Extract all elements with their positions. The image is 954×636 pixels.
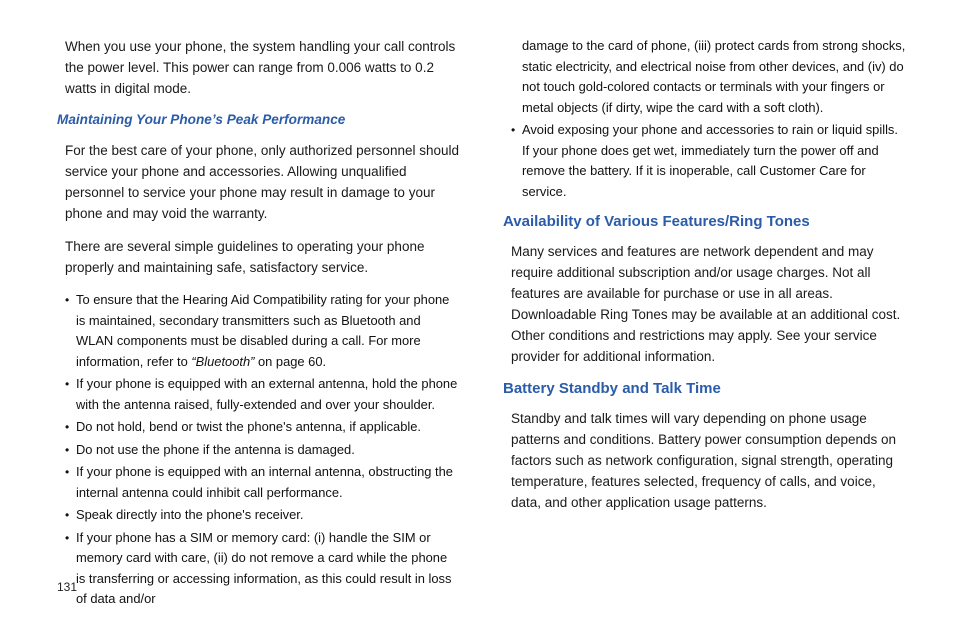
section-heading-availability: Availability of Various Features/Ring Tones — [503, 213, 810, 230]
paragraph-sim-card-continuation: damage to the card of phone, (iii) protect cards from strong shocks, static electricity, and electrical noise from other devices, and (iv) do not touch gold-colored contacts or terminals with your fingers or metal objects (if dirty, wipe the card with a soft cloth). — [522, 38, 906, 115]
page-number: 131 — [57, 580, 78, 594]
bullet-item-receiver: • Speak directly into the phone's receiver. — [65, 505, 460, 526]
bullet-item-sim-card: • If your phone has a SIM or memory card: (i) handle the SIM or memory card with care, (ii) do not remove a card while the phone is transferring or accessing information, as this could result in loss of data and/or — [65, 528, 460, 610]
bullet-item-internal-antenna: • If your phone is equipped with an internal antenna, obstructing the internal antenna could inhibit call performance. — [65, 462, 460, 503]
guidelines-bullet-list — [65, 290, 460, 610]
bullet-text: on page 60. — [254, 353, 327, 369]
bullet-text: To ensure that the Hearing Aid Compatibility rating for your phone is maintained, secondary transmitters such as Bluetooth and WLAN components must be disabled during a call. For more information, refer to — [76, 292, 450, 369]
bullet-item-external-antenna: • If your phone is equipped with an external antenna, hold the phone with the antenna raised, fully-extended and over your shoulder. — [65, 374, 460, 415]
precautions-bullet-list — [511, 120, 906, 202]
bullet-item-liquid-spills: • Avoid exposing your phone and accessories to rain or liquid spills. If your phone does get wet, immediately turn the power off and remove the battery. If it is inoperable, call Customer Care for service. — [511, 120, 906, 202]
bullet-item-do-not-bend: • Do not hold, bend or twist the phone's antenna, if applicable. — [65, 417, 460, 438]
bluetooth-reference: “Bluetooth” — [191, 353, 255, 369]
section-heading-battery: Battery Standby and Talk Time — [503, 380, 721, 397]
bullet-item-hearing-aid — [65, 290, 460, 372]
paragraph-care: For the best care of your phone, only authorized personnel should service your phone and accessories. Allowing unqualified personnel to service your phone may result in damage to your phone and may void the warranty. — [65, 143, 459, 221]
bullet-item-damaged-antenna: • Do not use the phone if the antenna is damaged. — [65, 440, 460, 461]
paragraph-battery: Standby and talk times will vary depending on phone usage patterns and conditions. Battery power consumption depends on factors such as network configuration, signal strength, operating temperature, features selected, frequency of calls, and voice, data, and other application usage patterns. — [511, 411, 896, 510]
subsection-heading-peak-performance: Maintaining Your Phone’s Peak Performance — [57, 112, 346, 127]
paragraph-guidelines: There are several simple guidelines to operating your phone properly and maintaining safe, satisfactory service. — [65, 239, 425, 275]
paragraph-availability: Many services and features are network dependent and may require additional subscription and/or usage charges. Not all features are available for purchase or use in all areas. Downloadable Ring Tones may be available at an additional cost. Other conditions and restrictions may apply. See your service provider for additional information. — [511, 244, 901, 364]
right-column — [503, 36, 906, 620]
left-column — [57, 36, 460, 620]
paragraph-power-level: When you use your phone, the system handling your call controls the power level. This power can range from 0.006 watts to 0.2 watts in digital mode. — [65, 39, 456, 96]
